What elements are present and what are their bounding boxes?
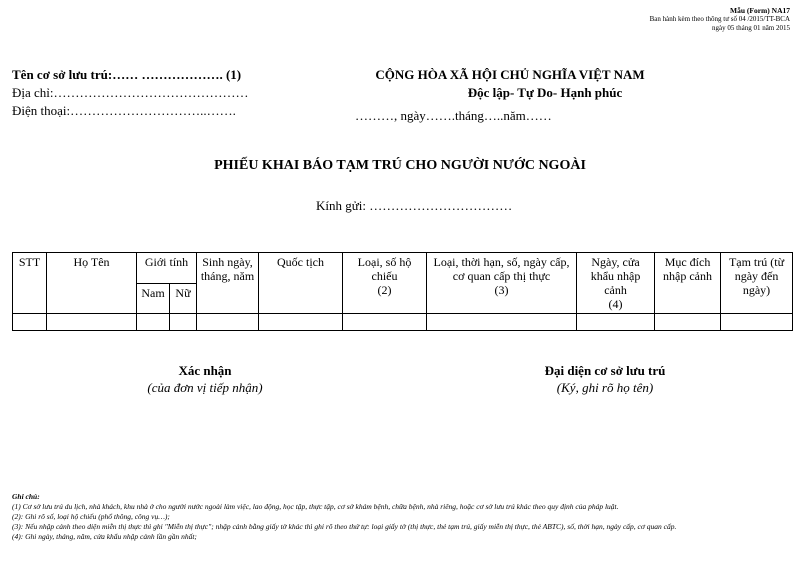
- form-meta: [650, 6, 790, 33]
- col-stt: STT: [13, 253, 47, 314]
- col-visa: [427, 253, 577, 314]
- table-cell[interactable]: [427, 314, 577, 331]
- note-item: (2): Ghi rõ số, loại hộ chiếu (phổ thông, công vụ…);: [12, 512, 170, 521]
- col-passport: [343, 253, 427, 314]
- notes-heading: Ghi chú:: [12, 492, 40, 501]
- table-cell[interactable]: [721, 314, 793, 331]
- col-passport-note: (2): [377, 283, 392, 297]
- table-cell[interactable]: [197, 314, 259, 331]
- notes-section: [12, 492, 794, 542]
- declaration-table: [12, 252, 793, 331]
- col-entry-note: (4): [608, 297, 623, 311]
- form-code: Mẫu (Form) NA17: [730, 6, 790, 15]
- col-full-name: Họ Tên: [47, 253, 137, 314]
- receiver-confirmation-title: Xác nhận: [178, 363, 232, 378]
- representative-sub: (Ký, ghi rõ họ tên): [556, 380, 654, 395]
- page-title: PHIẾU KHAI BÁO TẠM TRÚ CHO NGƯỜI NƯỚC NGOÀI: [214, 158, 586, 173]
- table-cell[interactable]: [47, 314, 137, 331]
- national-motto: Độc lập- Tự Do- Hạnh phúc: [467, 85, 623, 100]
- table-cell[interactable]: [13, 314, 47, 331]
- accommodation-info: [12, 66, 249, 120]
- table-header-row: [13, 253, 793, 284]
- accommodation-address: Địa chỉ:………………………………………: [12, 85, 249, 100]
- col-gender: Giới tính: [137, 253, 197, 284]
- table-cell[interactable]: [170, 314, 197, 331]
- col-nationality: Quốc tịch: [259, 253, 343, 314]
- note-item: (1) Cơ sở lưu trú du lịch, nhà khách, khu nhà ở cho người nước ngoài làm việc, lao động, học tập, thực tập, cơ sở khám bệnh, chữa bệnh, nhà riêng, hoặc cơ sở lưu trú khác theo quy định của pháp luật.: [12, 502, 619, 511]
- form-regulation-date: ngày 05 tháng 01 năm 2015: [712, 24, 790, 32]
- col-entry: [577, 253, 655, 314]
- col-purpose: Mục đích nhập cảnh: [655, 253, 721, 314]
- note-item: (4): Ghi ngày, tháng, năm, cửa khẩu nhập cảnh lần gần nhất;: [12, 532, 197, 541]
- table-cell[interactable]: [655, 314, 721, 331]
- note-item: (3): Nếu nhập cảnh theo diện miễn thị thực thì ghi "Miễn thị thực"; nhập cảnh bằng giấy tờ khác thì ghi rõ theo thứ tự: loại giấy tờ (thị thực, thẻ tạm trú, giấy miễn thị thực, thẻ ABTC), số, thời hạn, ngày cấp, cơ quan cấp.: [12, 522, 677, 531]
- col-entry-label: Ngày, cửa khẩu nhập cảnh: [590, 255, 641, 297]
- accommodation-phone: Điện thoại:…………………………..…….: [12, 103, 236, 118]
- col-gender-male: Nam: [137, 283, 170, 314]
- representative-title: Đại diện cơ sở lưu trú: [544, 363, 666, 378]
- col-visa-label: Loại, thời hạn, số, ngày cấp, cơ quan cấp thị thực: [433, 255, 570, 283]
- national-header: [310, 66, 710, 102]
- date-line: ………, ngày…….tháng…..năm……: [355, 108, 552, 123]
- table-cell[interactable]: [259, 314, 343, 331]
- col-passport-label: Loại, số hộ chiếu: [357, 255, 412, 283]
- col-date-of-birth: Sinh ngày, tháng, năm: [197, 253, 259, 314]
- table-row: [13, 314, 793, 331]
- accommodation-representative: [490, 362, 720, 396]
- table-cell[interactable]: [137, 314, 170, 331]
- table-cell[interactable]: [577, 314, 655, 331]
- nation-name: CỘNG HÒA XÃ HỘI CHỦ NGHĨA VIỆT NAM: [375, 67, 645, 82]
- col-temporary-stay: Tạm trú (từ ngày đến ngày): [721, 253, 793, 314]
- recipient-line: Kính gửi: ……………………………: [316, 198, 513, 213]
- accommodation-name: Tên cơ sở lưu trú:…… ………………. (1): [12, 67, 242, 82]
- receiver-confirmation: [100, 362, 310, 396]
- receiver-confirmation-sub: (của đơn vị tiếp nhận): [147, 380, 263, 395]
- col-gender-female: Nữ: [170, 283, 197, 314]
- form-regulation: Ban hành kèm theo thông tư số 04 /2015/TT-BCA: [649, 15, 790, 23]
- table-cell[interactable]: [343, 314, 427, 331]
- col-visa-note: (3): [494, 283, 509, 297]
